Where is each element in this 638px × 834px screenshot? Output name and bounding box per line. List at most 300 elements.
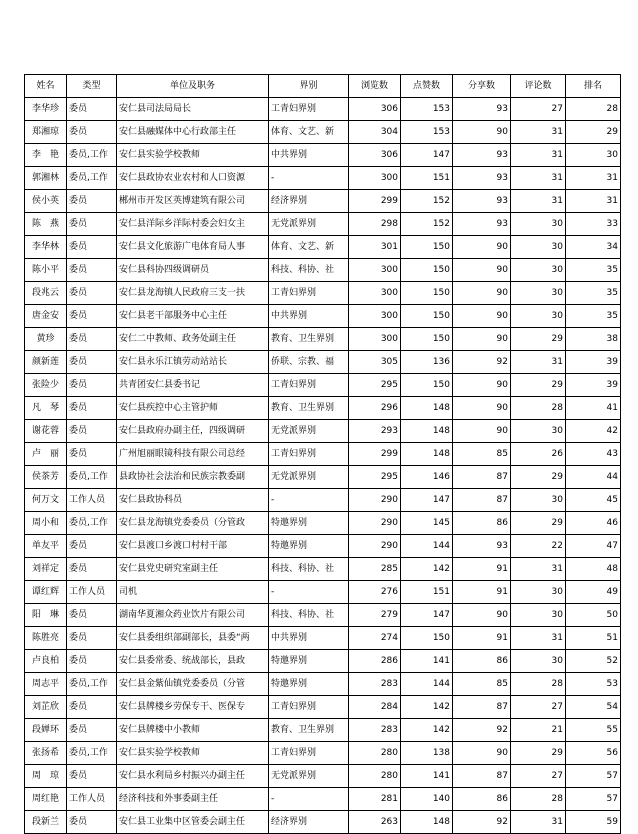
comments-cell: 28 [511,673,566,696]
comments-cell: 29 [511,466,566,489]
table-row [25,190,621,213]
likes-cell: 151 [401,167,453,190]
table-row [25,167,621,190]
likes-cell: 150 [401,627,453,650]
sector-cell: 中共界别 [269,627,349,650]
type-cell: 委员 [67,627,117,650]
shares-cell: 93 [453,213,511,236]
name-cell: 何万文 [25,489,67,512]
shares-cell: 85 [453,443,511,466]
table-row [25,213,621,236]
type-cell: 委员 [67,121,117,144]
table-row [25,696,621,719]
name-cell: 段婵环 [25,719,67,742]
sector-cell: 无党派界别 [269,420,349,443]
name-cell: 李华林 [25,236,67,259]
rank-cell: 48 [566,558,621,581]
unit-cell: 安仁县政协科员 [117,489,269,512]
likes-cell: 150 [401,259,453,282]
table-row [25,98,621,121]
table-row [25,259,621,282]
rank-cell: 41 [566,397,621,420]
views-cell: 299 [349,190,401,213]
likes-cell: 147 [401,144,453,167]
views-cell: 305 [349,351,401,374]
rank-cell: 45 [566,489,621,512]
views-cell: 263 [349,811,401,834]
views-cell: 299 [349,443,401,466]
name-cell: 陈胜亮 [25,627,67,650]
views-cell: 306 [349,144,401,167]
shares-cell: 91 [453,627,511,650]
unit-cell: 安仁县委组织部副部长，县委“两 [117,627,269,650]
comments-cell: 30 [511,650,566,673]
comments-cell: 28 [511,397,566,420]
col-header-shares: 分享数 [453,75,511,98]
rank-cell: 55 [566,719,621,742]
rank-cell: 57 [566,765,621,788]
rank-cell: 39 [566,351,621,374]
views-cell: 295 [349,374,401,397]
comments-cell: 31 [511,627,566,650]
table-row [25,121,621,144]
type-cell: 委员 [67,98,117,121]
sector-cell: 工青妇界别 [269,742,349,765]
shares-cell: 93 [453,190,511,213]
rank-cell: 35 [566,259,621,282]
unit-cell: 安仁县金紫仙镇党委委员（分管 [117,673,269,696]
shares-cell: 90 [453,604,511,627]
shares-cell: 90 [453,236,511,259]
unit-cell: 安仁县文化旅游广电体育局人事 [117,236,269,259]
shares-cell: 90 [453,121,511,144]
name-cell: 颜新莲 [25,351,67,374]
name-cell: 周志平 [25,673,67,696]
table-row [25,374,621,397]
unit-cell: 湖南华夏湘众药业饮片有限公司 [117,604,269,627]
likes-cell: 148 [401,420,453,443]
comments-cell: 30 [511,420,566,443]
sector-cell: 教育、卫生界别 [269,719,349,742]
comments-cell: 30 [511,236,566,259]
rank-cell: 59 [566,811,621,834]
views-cell: 290 [349,512,401,535]
table-row [25,489,621,512]
views-cell: 306 [349,98,401,121]
col-header-likes: 点赞数 [401,75,453,98]
type-cell: 委员 [67,190,117,213]
name-cell: 郑湘琼 [25,121,67,144]
col-header-views: 浏览数 [349,75,401,98]
type-cell: 委员 [67,351,117,374]
unit-cell: 安仁县龙海镇人民政府三支一扶 [117,282,269,305]
comments-cell: 27 [511,696,566,719]
sector-cell: - [269,489,349,512]
type-cell: 委员 [67,213,117,236]
views-cell: 300 [349,259,401,282]
type-cell: 委员 [67,282,117,305]
type-cell: 委员,工作 [67,167,117,190]
shares-cell: 90 [453,397,511,420]
shares-cell: 90 [453,305,511,328]
rank-cell: 35 [566,282,621,305]
views-cell: 284 [349,696,401,719]
sector-cell: 科技、科协、社 [269,558,349,581]
likes-cell: 153 [401,98,453,121]
name-cell: 黄珍 [25,328,67,351]
shares-cell: 90 [453,742,511,765]
sector-cell: 教育、卫生界别 [269,397,349,420]
shares-cell: 90 [453,374,511,397]
rank-cell: 42 [566,420,621,443]
col-header-unit: 单位及职务 [117,75,269,98]
shares-cell: 93 [453,167,511,190]
sector-cell: - [269,788,349,811]
likes-cell: 140 [401,788,453,811]
type-cell: 委员 [67,535,117,558]
views-cell: 300 [349,328,401,351]
col-header-comments: 评论数 [511,75,566,98]
type-cell: 委员 [67,604,117,627]
likes-cell: 138 [401,742,453,765]
comments-cell: 29 [511,328,566,351]
col-header-rank: 排名 [566,75,621,98]
table-row [25,236,621,259]
views-cell: 293 [349,420,401,443]
likes-cell: 150 [401,305,453,328]
likes-cell: 147 [401,489,453,512]
likes-cell: 144 [401,535,453,558]
type-cell: 委员 [67,328,117,351]
likes-cell: 136 [401,351,453,374]
type-cell: 委员,工作 [67,742,117,765]
table-row [25,328,621,351]
sector-cell: 工青妇界别 [269,282,349,305]
unit-cell: 共青团安仁县委书记 [117,374,269,397]
type-cell: 委员 [67,558,117,581]
rank-cell: 39 [566,374,621,397]
shares-cell: 87 [453,489,511,512]
likes-cell: 142 [401,558,453,581]
rank-cell: 49 [566,581,621,604]
comments-cell: 31 [511,811,566,834]
name-cell: 郭湘林 [25,167,67,190]
likes-cell: 148 [401,443,453,466]
comments-cell: 30 [511,259,566,282]
rank-cell: 47 [566,535,621,558]
table-row [25,719,621,742]
sector-cell: 侨联、宗教、福 [269,351,349,374]
type-cell: 工作人员 [67,581,117,604]
likes-cell: 142 [401,719,453,742]
type-cell: 委员 [67,397,117,420]
shares-cell: 93 [453,535,511,558]
shares-cell: 90 [453,420,511,443]
views-cell: 304 [349,121,401,144]
rank-cell: 38 [566,328,621,351]
type-cell: 委员 [67,305,117,328]
unit-cell: 经济科技和外事委副主任 [117,788,269,811]
name-cell: 凡 琴 [25,397,67,420]
comments-cell: 30 [511,305,566,328]
views-cell: 281 [349,788,401,811]
unit-cell: 安仁县实验学校教师 [117,742,269,765]
name-cell: 李 艳 [25,144,67,167]
unit-cell: 司机 [117,581,269,604]
sector-cell: 科技、科协、社 [269,259,349,282]
name-cell: 卢良柏 [25,650,67,673]
unit-cell: 安仁县龙海镇党委委员（分管政 [117,512,269,535]
sector-cell: - [269,581,349,604]
shares-cell: 92 [453,719,511,742]
table-row [25,512,621,535]
comments-cell: 30 [511,489,566,512]
rank-cell: 28 [566,98,621,121]
rank-cell: 31 [566,190,621,213]
rank-cell: 34 [566,236,621,259]
name-cell: 段兆云 [25,282,67,305]
type-cell: 委员 [67,696,117,719]
comments-cell: 31 [511,167,566,190]
col-header-type: 类型 [67,75,117,98]
rank-cell: 30 [566,144,621,167]
comments-cell: 30 [511,604,566,627]
sector-cell: 中共界别 [269,305,349,328]
shares-cell: 86 [453,512,511,535]
shares-cell: 93 [453,98,511,121]
unit-cell: 安仁县政府办副主任，四级调研 [117,420,269,443]
sector-cell: 中共界别 [269,144,349,167]
comments-cell: 29 [511,512,566,535]
shares-cell: 86 [453,788,511,811]
rank-cell: 56 [566,742,621,765]
sector-cell: 无党派界别 [269,765,349,788]
likes-cell: 152 [401,213,453,236]
views-cell: 283 [349,673,401,696]
type-cell: 委员,工作 [67,144,117,167]
table-row [25,144,621,167]
type-cell: 委员 [67,443,117,466]
likes-cell: 153 [401,121,453,144]
sector-cell: 科技、科协、社 [269,604,349,627]
comments-cell: 21 [511,719,566,742]
table-row [25,305,621,328]
views-cell: 280 [349,765,401,788]
name-cell: 陈 燕 [25,213,67,236]
sector-cell: 体育、文艺、新 [269,236,349,259]
unit-cell: 安仁县水利局乡村振兴办副主任 [117,765,269,788]
likes-cell: 145 [401,512,453,535]
name-cell: 卢 丽 [25,443,67,466]
rank-cell: 33 [566,213,621,236]
likes-cell: 150 [401,236,453,259]
shares-cell: 90 [453,282,511,305]
table-row [25,627,621,650]
rank-cell: 52 [566,650,621,673]
views-cell: 300 [349,282,401,305]
unit-cell: 县政协社会法治和民族宗教委副 [117,466,269,489]
name-cell: 单友平 [25,535,67,558]
unit-cell: 安仁县政协农业农村和人口资源 [117,167,269,190]
table-row [25,581,621,604]
table-row [25,650,621,673]
name-cell: 段新兰 [25,811,67,834]
table-row [25,443,621,466]
table-row [25,420,621,443]
comments-cell: 27 [511,98,566,121]
views-cell: 283 [349,719,401,742]
type-cell: 工作人员 [67,489,117,512]
views-cell: 300 [349,305,401,328]
table-row [25,558,621,581]
header-row [25,75,621,98]
rank-cell: 35 [566,305,621,328]
sector-cell: 体育、文艺、新 [269,121,349,144]
unit-cell: 广州旭丽眼镜科技有限公司总经 [117,443,269,466]
views-cell: 279 [349,604,401,627]
type-cell: 工作人员 [67,788,117,811]
sector-cell: 工青妇界别 [269,696,349,719]
table-row [25,811,621,834]
shares-cell: 90 [453,259,511,282]
name-cell: 唐金安 [25,305,67,328]
likes-cell: 147 [401,604,453,627]
shares-cell: 92 [453,811,511,834]
shares-cell: 87 [453,696,511,719]
type-cell: 委员 [67,719,117,742]
name-cell: 陈小平 [25,259,67,282]
unit-cell: 安仁县老干部服务中心主任 [117,305,269,328]
table-row [25,673,621,696]
likes-cell: 151 [401,581,453,604]
shares-cell: 86 [453,650,511,673]
name-cell: 阳 琳 [25,604,67,627]
shares-cell: 90 [453,328,511,351]
rank-cell: 53 [566,673,621,696]
views-cell: 285 [349,558,401,581]
shares-cell: 91 [453,558,511,581]
likes-cell: 150 [401,328,453,351]
likes-cell: 150 [401,282,453,305]
name-cell: 张扬希 [25,742,67,765]
sector-cell: 教育、卫生界别 [269,328,349,351]
type-cell: 委员 [67,650,117,673]
name-cell: 侯小英 [25,190,67,213]
views-cell: 296 [349,397,401,420]
name-cell: 周小和 [25,512,67,535]
name-cell: 李华珍 [25,98,67,121]
likes-cell: 150 [401,374,453,397]
views-cell: 301 [349,236,401,259]
views-cell: 290 [349,535,401,558]
name-cell: 侯茶芳 [25,466,67,489]
sector-cell: 经济界别 [269,811,349,834]
comments-cell: 30 [511,282,566,305]
unit-cell: 安仁县工业集中区管委会副主任 [117,811,269,834]
unit-cell: 安仁县实验学校教师 [117,144,269,167]
name-cell: 刘芷欣 [25,696,67,719]
table-row [25,466,621,489]
type-cell: 委员,工作 [67,673,117,696]
name-cell: 张险少 [25,374,67,397]
shares-cell: 87 [453,466,511,489]
rank-cell: 29 [566,121,621,144]
type-cell: 委员 [67,765,117,788]
views-cell: 280 [349,742,401,765]
unit-cell: 安仁县融媒体中心行政部主任 [117,121,269,144]
unit-cell: 安仁县司法局局长 [117,98,269,121]
shares-cell: 87 [453,765,511,788]
views-cell: 298 [349,213,401,236]
type-cell: 委员,工作 [67,512,117,535]
comments-cell: 29 [511,374,566,397]
sector-cell: 工青妇界别 [269,98,349,121]
likes-cell: 142 [401,696,453,719]
sector-cell: 特邀界别 [269,535,349,558]
likes-cell: 144 [401,673,453,696]
type-cell: 委员 [67,236,117,259]
sector-cell: - [269,167,349,190]
likes-cell: 141 [401,765,453,788]
table-row [25,351,621,374]
type-cell: 委员,工作 [67,466,117,489]
table-row [25,282,621,305]
name-cell: 谢花蓉 [25,420,67,443]
rank-cell: 54 [566,696,621,719]
views-cell: 300 [349,167,401,190]
comments-cell: 31 [511,558,566,581]
likes-cell: 146 [401,466,453,489]
sector-cell: 无党派界别 [269,466,349,489]
unit-cell: 安仁县牌楼中小教师 [117,719,269,742]
col-header-sector: 界别 [269,75,349,98]
table-row [25,397,621,420]
sector-cell: 经济界别 [269,190,349,213]
views-cell: 286 [349,650,401,673]
comments-cell: 29 [511,742,566,765]
rank-cell: 57 [566,788,621,811]
table-row [25,535,621,558]
likes-cell: 141 [401,650,453,673]
comments-cell: 26 [511,443,566,466]
views-cell: 274 [349,627,401,650]
sector-cell: 特邀界别 [269,512,349,535]
shares-cell: 91 [453,581,511,604]
unit-cell: 安仁县永乐江镇劳动站站长 [117,351,269,374]
rank-cell: 31 [566,167,621,190]
col-header-name: 姓名 [25,75,67,98]
likes-cell: 148 [401,811,453,834]
table-row [25,742,621,765]
name-cell: 谭红辉 [25,581,67,604]
rank-cell: 44 [566,466,621,489]
unit-cell: 安仁县科协四级调研员 [117,259,269,282]
views-cell: 276 [349,581,401,604]
name-cell: 周红艳 [25,788,67,811]
unit-cell: 安仁县疾控中心主管护师 [117,397,269,420]
likes-cell: 152 [401,190,453,213]
unit-cell: 安仁县牌楼乡劳保专干、医保专 [117,696,269,719]
table-row [25,788,621,811]
shares-cell: 93 [453,144,511,167]
unit-cell: 安仁县党史研究室副主任 [117,558,269,581]
comments-cell: 30 [511,213,566,236]
type-cell: 委员 [67,420,117,443]
type-cell: 委员 [67,259,117,282]
unit-cell: 安仁县洋际乡洋际村委会妇女主 [117,213,269,236]
ranking-table [24,74,621,834]
unit-cell: 安仁二中教师、政务处副主任 [117,328,269,351]
